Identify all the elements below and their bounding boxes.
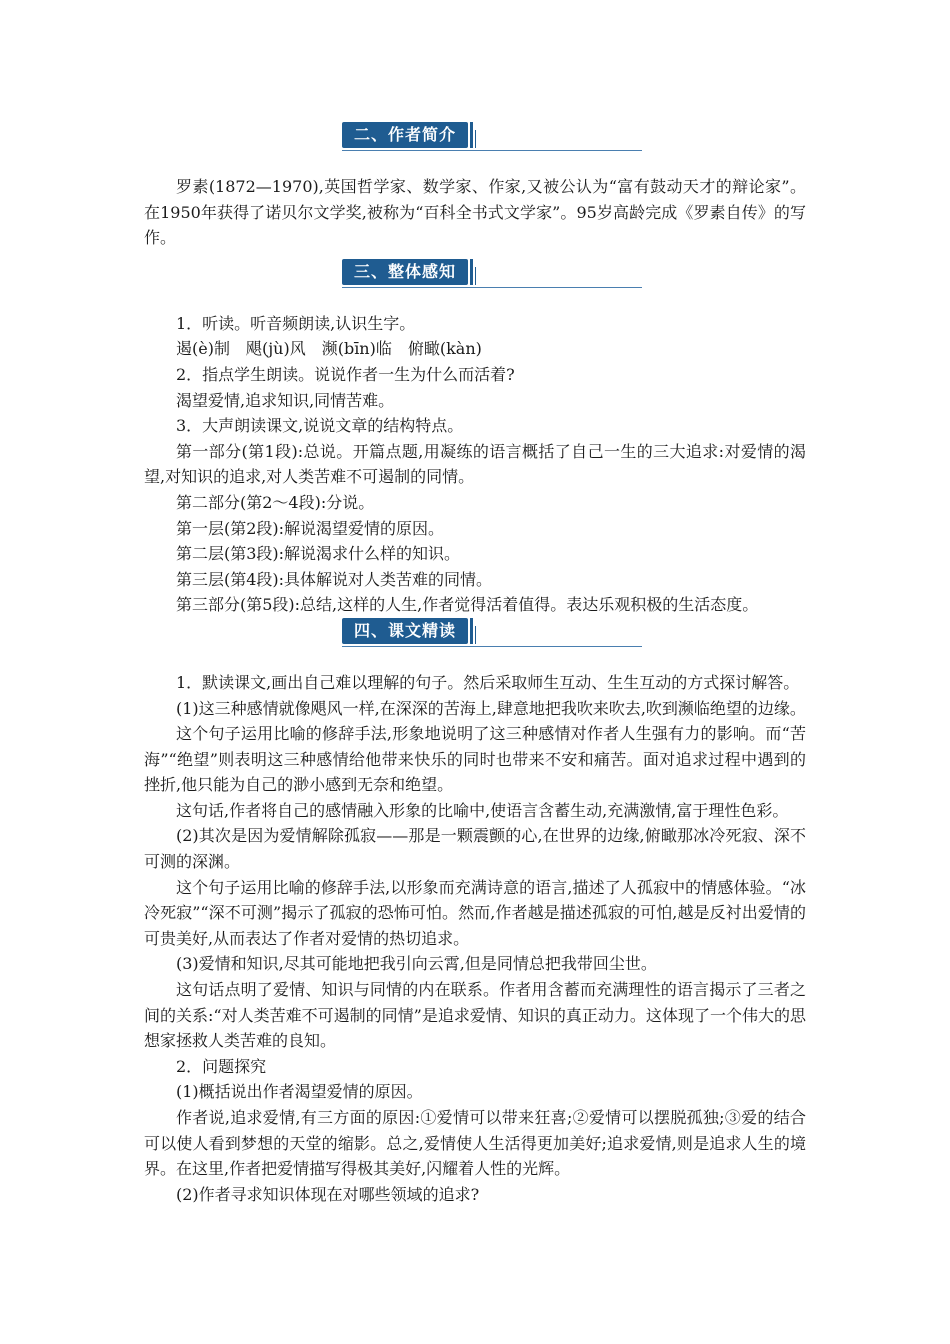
paragraph: 罗素(1872—1970),英国哲学家、数学家、作家,又被公认为“富有鼓动天才的辩论家”。在1950年获得了诺贝尔文学奖,被称为“百科全书式文学家”。95岁高龄完成《罗素自传》的写作。 <box>144 177 806 248</box>
heading-bar-decoration <box>470 122 473 148</box>
paragraph: 第一部分(第1段):总说。开篇点题,用凝练的语言概括了自己一生的三大追求:对爱情的渴望,对知识的追求,对人类苦难不可遏制的同情。 <box>144 441 806 487</box>
section-heading-overview <box>342 259 786 297</box>
heading-underline <box>342 287 642 288</box>
paragraph: 第二层(第3段):解说渴求什么样的知识。 <box>176 544 461 564</box>
heading-bar-decoration <box>475 267 476 285</box>
heading-bar-decoration <box>475 626 476 644</box>
section-heading-label: 三、整体感知 <box>342 259 468 285</box>
paragraph: 第一层(第2段):解说渴望爱情的原因。 <box>176 518 445 538</box>
heading-bar-decoration <box>475 130 476 148</box>
paragraph: (1)概括说出作者渴望爱情的原因。 <box>176 1082 423 1102</box>
paragraph: 3．大声朗读课文,说说文章的结构特点。 <box>176 416 464 436</box>
paragraph: 第二部分(第2～4段):分说。 <box>176 492 375 512</box>
paragraph: 这个句子运用比喻的修辞手法,以形象而充满诗意的语言,描述了人孤寂中的情感体验。“冰冷死寂”“深不可测”揭示了孤寂的恐怖可怕。然而,作者越是描述孤寂的可怕,越是反衬出爱情的可贵美好,从而表达了作者对爱情的热切追求。 <box>144 877 806 948</box>
paragraph: (3)爱情和知识,尽其可能地把我引向云霄,但是同情总把我带回尘世。 <box>176 954 657 974</box>
section-heading-author <box>342 122 786 160</box>
paragraph: 这个句子运用比喻的修辞手法,形象地说明了这三种感情对作者人生强有力的影响。而“苦海”“绝望”则表明这三种感情给他带来快乐的同时也带来不安和痛苦。面对追求过程中遇到的挫折,他只能为自己的渺小感到无奈和绝望。 <box>144 724 806 795</box>
paragraph: (2)其次是因为爱情解除孤寂——那是一颗震颤的心,在世界的边缘,俯瞰那冰冷死寂、深不可测的深渊。 <box>144 826 806 872</box>
section-heading-label: 二、作者简介 <box>342 122 468 148</box>
paragraph: (1)这三种感情就像飓风一样,在深深的苦海上,肆意地把我吹来吹去,吹到濒临绝望的边缘。 <box>176 698 806 718</box>
heading-underline <box>342 646 642 647</box>
paragraph: 渴望爱情,追求知识,同情苦难。 <box>176 390 395 410</box>
paragraph: 2．指点学生朗读。说说作者一生为什么而活着? <box>176 364 515 384</box>
document-body <box>144 122 806 1207</box>
section-heading-label: 四、课文精读 <box>342 618 468 644</box>
heading-bar-decoration <box>470 259 473 285</box>
paragraph: 第三层(第4段):具体解说对人类苦难的同情。 <box>176 569 493 589</box>
paragraph: 1．听读。听音频朗读,认识生字。 <box>176 313 416 333</box>
paragraph: (2)作者寻求知识体现在对哪些领域的追求? <box>176 1184 480 1204</box>
paragraph: 这句话,作者将自己的感情融入形象的比喻中,使语言含蓄生动,充满激情,富于理性色彩。 <box>176 800 789 820</box>
heading-bar-decoration <box>470 618 473 644</box>
paragraph: 作者说,追求爱情,有三方面的原因:①爱情可以带来狂喜;②爱情可以摆脱孤独;③爱的结合可以使人看到梦想的天堂的缩影。总之,爱情使人生活得更加美好;追求爱情,则是追求人生的境界。在这里,作者把爱情描写得极其美好,闪耀着人性的光辉。 <box>144 1108 806 1179</box>
heading-underline <box>342 150 642 151</box>
paragraph: 2．问题探究 <box>176 1056 267 1076</box>
paragraph: 遏(è)制 飓(jù)风 濒(bīn)临 俯瞰(kàn) <box>176 339 482 359</box>
paragraph: 第三部分(第5段):总结,这样的人生,作者觉得活着值得。表达乐观积极的生活态度。 <box>176 595 759 615</box>
paragraph: 1．默读课文,画出自己难以理解的句子。然后采取师生互动、生生互动的方式探讨解答。 <box>176 672 800 692</box>
section-heading-close-reading <box>342 618 786 656</box>
paragraph: 这句话点明了爱情、知识与同情的内在联系。作者用含蓄而充满理性的语言揭示了三者之间的关系:“对人类苦难不可遏制的同情”是追求爱情、知识的真正动力。这体现了一个伟大的思想家拯救人类苦难的良知。 <box>144 980 806 1051</box>
